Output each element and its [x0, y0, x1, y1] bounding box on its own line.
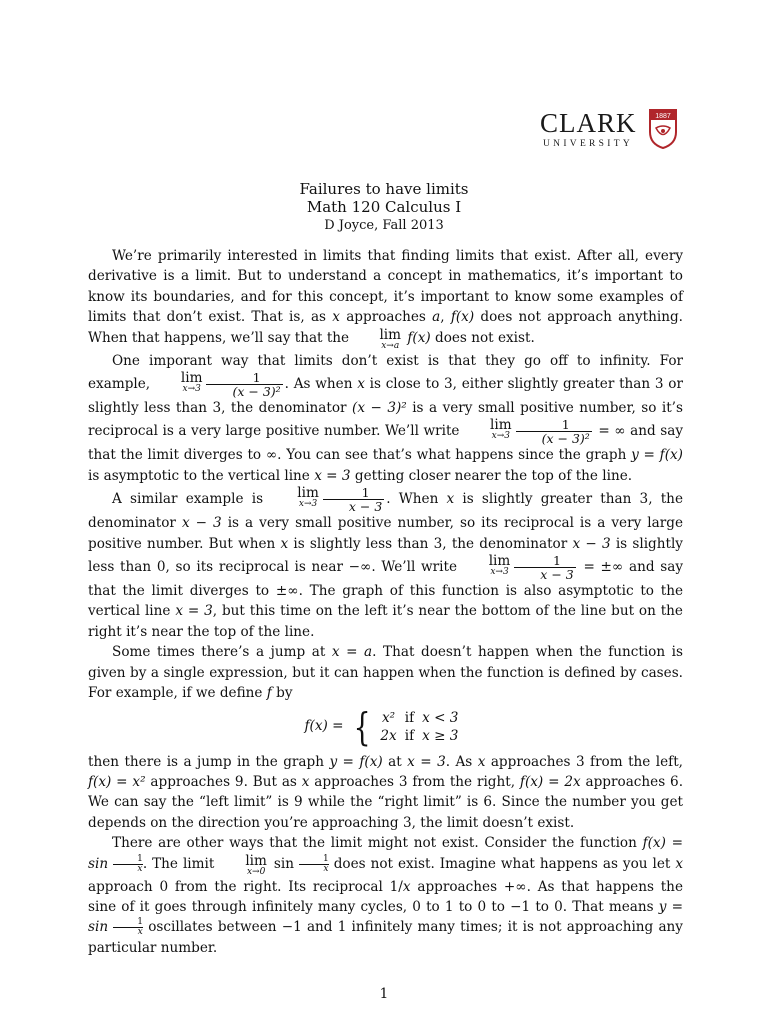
course-name: Math 120 Calculus I — [306, 198, 462, 216]
logo-wordmark: CLARK — [540, 108, 637, 138]
logo-subtitle: UNIVERSITY — [543, 139, 633, 149]
clark-university-logo — [540, 108, 680, 154]
paragraph-6: There are other ways that the limit might not exist. Consider the function f(x) = sin $\frac{1}{x}$ . The limit lim x→0 sin $\frac{1}{x}$ does not exist. Imagine what happens as you let x approach 0 from the right. Its reciprocal 1/x approaches +∞. As that happens the sine of it goes through infinitely many cycles, 0 to 1 to 0 to −1 to 0. That means y = sin $\frac{1}{x}$ oscillates between −1 and 1 infinitely many times; it is not approaching any particular number. — [88, 835, 684, 956]
paragraph-1: We’re primarily interested in limits that finding limits that exist. After all, every derivative is a limit. But to understand a concept in mathematics, it’s important to know its boundaries, and for this concept, it’s important to know some examples of limits that don’t exist. That is, as x approaches a, f(x) does not approach anything. When that happens, we’ll say that the lim x→a f(x) does not exist. — [88, 248, 683, 351]
author-line: D Joyce, Fall 2013 — [324, 218, 444, 233]
shield-icon — [648, 108, 678, 150]
limit-notation: lim x→a — [379, 326, 402, 351]
page-number: 1 — [379, 986, 389, 1002]
document-title: Failures to have limits — [299, 180, 469, 198]
paragraph-4: Some times there’s a jump at x = a. That doesn’t happen when the function is given by a single expression, but it can happen when the function is defined by cases. For example, if we define f by — [88, 644, 683, 702]
paragraph-2: One imporant way that limits don’t exist is that they go off to infinity. For example, lim x→3 $\frac{1}{\text{(x − 3)²}}$ . As when x is close to 3, either slightly greater than 3 or slightly less than 3, the denominator (x − 3)² is a very small positive number, so it’s reciprocal is a very large positive number. We’ll write lim x→3 $\frac{1}{\text{(x − 3)²}}$ = ∞ and say that the limit diverges to ∞. You can see that’s what happens since the graph y = f(x) is asymptotic to the vertical line x = 3 getting closer nearer the top of the line. — [88, 352, 683, 484]
paragraph-5: then there is a jump in the graph y = f(x) at x = 3. As x approaches 3 from the left, f(x) = x² approaches 9. But as x approaches 3 from the right, f(x) = 2x approaches 6. We can say the “left limit” is 9 while the “right limit” is 6. Since the number you get depends on the direction you’re approaching 3, the limit doesn’t exist. — [88, 753, 684, 831]
document-body — [88, 246, 683, 958]
piecewise-definition: f(x) = { x² if x < 3 2x if x ≥ 3 — [304, 704, 459, 749]
logo-year: 1887 — [655, 113, 671, 120]
paragraph-3: A similar example is lim x→3 $\frac{1}{x - 3}$ . When x is slightly greater than 3, the denominator x − 3 is a very small positive number, so its reciprocal is a very large positive number. But when x is slightly less than 3, the denominator x − 3 is slightly less than 0, so its reciprocal is near −∞. We’ll write lim x→3 $\frac{1}{x - 3}$ = ±∞ and say that the limit diverges to ±∞. The graph of this function is also asymptotic to the vertical line x = 3, but this time on the left it’s near the bottom of the line but on the right it’s near the top of the line. — [88, 485, 683, 640]
